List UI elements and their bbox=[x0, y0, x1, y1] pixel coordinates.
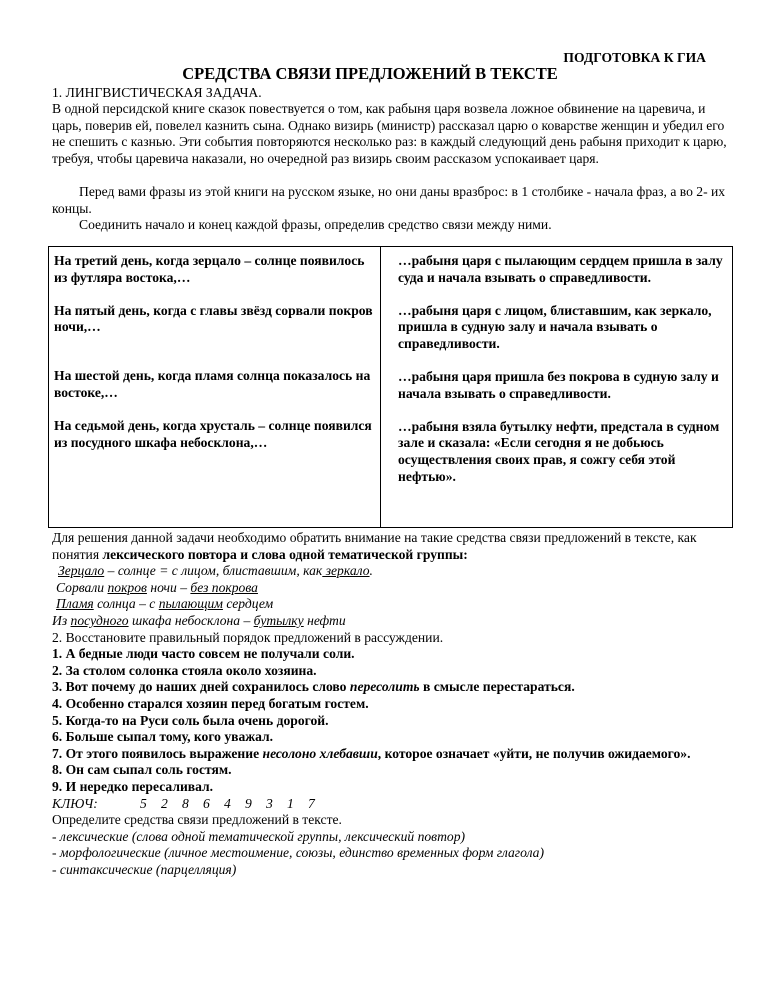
key-value-8: 1 bbox=[287, 795, 294, 811]
matching-table bbox=[48, 246, 733, 528]
sentence-3-text: 3. Вот почему до наших дней сохранилось слово bbox=[52, 679, 350, 695]
solution-intro bbox=[52, 530, 742, 563]
sentence-7-end: , которое означает «уйти, не получив ожидаемого». bbox=[377, 745, 691, 761]
phrase-beginning-1: На третий день, когда зерцало – солнце появилось из футляра востока,… bbox=[54, 253, 365, 285]
task1-heading: 1. ЛИНГВИСТИЧЕСКАЯ ЗАДАЧА. bbox=[52, 85, 262, 100]
key-value-9: 7 bbox=[308, 795, 315, 811]
page-title bbox=[0, 66, 768, 83]
sentence-8: 8. Он сам сыпал соль гостям. bbox=[52, 762, 232, 778]
phrase-ending-4: …рабыня взяла бутылку нефти, предстала в судном зале и сказала: «Если сегодня я не добьюсь осуществления своих прав, я сожгу себя этой нефтью». bbox=[398, 418, 720, 484]
phrase-beginning-2: На пятый день, когда с главы звёзд сорвали покров ночи,… bbox=[54, 302, 373, 335]
define-means-prompt: Определите средства связи предложений в тексте. bbox=[52, 812, 342, 828]
example-4-text-2: шкафа небосклона – bbox=[128, 612, 254, 628]
example-1-end: . bbox=[369, 563, 373, 579]
sentence-3 bbox=[52, 679, 742, 696]
example-4-end: нефти bbox=[303, 612, 346, 628]
sentence-6: 6. Больше сыпал тому, кого уважал. bbox=[52, 729, 274, 745]
sentence-2: 2. За столом солонка стояла около хозяина. bbox=[52, 662, 317, 678]
key-value-1: 5 bbox=[140, 795, 147, 811]
key-value-4: 6 bbox=[203, 795, 210, 811]
sentence-7-text: 7. От этого появилось выражение bbox=[52, 745, 263, 761]
task1-para2: Перед вами фразы из этой книги на русском языке, но они даны вразброс: в 1 столбике - начала фраз, а во 2- их концы. bbox=[52, 184, 726, 216]
example-1 bbox=[52, 563, 742, 580]
phrase-ending-2: …рабыня царя с лицом, блиставшим, как зеркало, пришла в судную залу и начала взывать о справедливости. bbox=[398, 302, 712, 352]
sentence-7-phrase: несолоно хлебавши bbox=[262, 745, 378, 761]
example-2 bbox=[52, 580, 742, 597]
example-3-end: сердцем bbox=[222, 596, 274, 612]
phrase-ending-1: …рабыня царя с пылающим сердцем пришла в залу суда и начала взывать о справедливости. bbox=[398, 253, 723, 285]
sentence-5: 5. Когда-то на Руси соль была очень дорогой. bbox=[52, 712, 329, 728]
answer-key bbox=[52, 796, 742, 813]
task1-intro: В одной персидской книге сказок повествуется о том, как рабыня царя возвела ложное обвинение на царевича, и царь, поверив ей, повелел казнить сына. Однако визирь (министр) рассказал царю о коварстве женщин и убедил его не спешить с казнью. Эти события повторяются несколько раз: в каждый следующий день рабыня приходит к царю, требуя, чтобы царевича наказали, но очередной раз визирь своим рассказом успокаивает царя. bbox=[52, 101, 727, 166]
task2-heading: 2. Восстановите правильный порядок предложений в рассуждении. bbox=[52, 629, 444, 645]
key-value-7: 3 bbox=[266, 795, 273, 811]
phrase-beginning-4: На седьмой день, когда хрусталь – солнце появился из посудного шкафа небосклона,… bbox=[54, 417, 372, 450]
phrase-ending-3: …рабыня царя пришла без покрова в судную залу и начала взывать о справедливости. bbox=[398, 368, 719, 401]
answer-key-label: КЛЮЧ: bbox=[52, 795, 98, 811]
means-morphological: - морфологические (личное местоимение, союзы, единство временных форм глагола) bbox=[52, 845, 544, 861]
example-4-word-2: бутылку bbox=[253, 612, 304, 628]
sentence-4: 4. Особенно старался хозяин перед богатым гостем. bbox=[52, 695, 369, 711]
sentence-3-end: в смысле перестараться. bbox=[419, 679, 575, 695]
key-value-3: 8 bbox=[182, 795, 189, 811]
key-value-2: 2 bbox=[161, 795, 168, 811]
sentence-1: 1. А бедные люди часто совсем не получали соли. bbox=[52, 646, 355, 662]
example-2-text: Сорвали bbox=[56, 579, 108, 595]
solution-section bbox=[52, 530, 742, 878]
phrase-beginning-3: На шестой день, когда пламя солнца показалось на востоке,… bbox=[54, 368, 371, 400]
example-4-word: посудного bbox=[70, 612, 129, 628]
means-syntactic: - синтаксические (парцелляция) bbox=[52, 861, 237, 877]
phrase-beginnings-column bbox=[49, 247, 381, 528]
example-3-word: Пламя bbox=[56, 596, 94, 612]
example-1-word: Зерцало bbox=[58, 563, 105, 579]
example-1-text: – солнце = с лицом, блиставшим, как bbox=[104, 563, 323, 579]
phrase-endings-column bbox=[381, 247, 733, 528]
example-3-word-2: пылающим bbox=[158, 596, 223, 612]
example-2-word-2: без покрова bbox=[190, 579, 258, 595]
key-value-5: 4 bbox=[224, 795, 231, 811]
sentence-3-word: пересолить bbox=[349, 679, 420, 695]
means-lexical: - лексические (слова одной тематической группы, лексический повтор) bbox=[52, 828, 466, 844]
task1-para3: Соединить начало и конец каждой фразы, определив средство связи между ними. bbox=[79, 217, 552, 232]
page-header: ПОДГОТОВКА К ГИА bbox=[563, 50, 706, 65]
page-title-text: СРЕДСТВА СВЯЗИ ПРЕДЛОЖЕНИЙ В ТЕКСТЕ bbox=[182, 64, 558, 83]
key-value-6: 9 bbox=[245, 795, 252, 811]
example-4 bbox=[52, 613, 742, 630]
example-4-text: Из bbox=[52, 612, 71, 628]
sentence-7 bbox=[52, 746, 742, 763]
sentence-9: 9. И нередко пересаливал. bbox=[52, 778, 214, 794]
solution-intro-bold: лексического повтора и слова одной тематической группы: bbox=[102, 546, 468, 562]
example-3 bbox=[52, 596, 742, 613]
example-3-text: солнца – с bbox=[93, 596, 159, 612]
example-1-word-2: зеркало bbox=[322, 563, 370, 579]
solution-intro-text: Для решения данной задачи необходимо обратить внимание на такие средства связи предложений в тексте, как понятия bbox=[52, 530, 697, 562]
example-2-text-2: ночи – bbox=[146, 579, 191, 595]
example-2-word: покров bbox=[107, 579, 147, 595]
